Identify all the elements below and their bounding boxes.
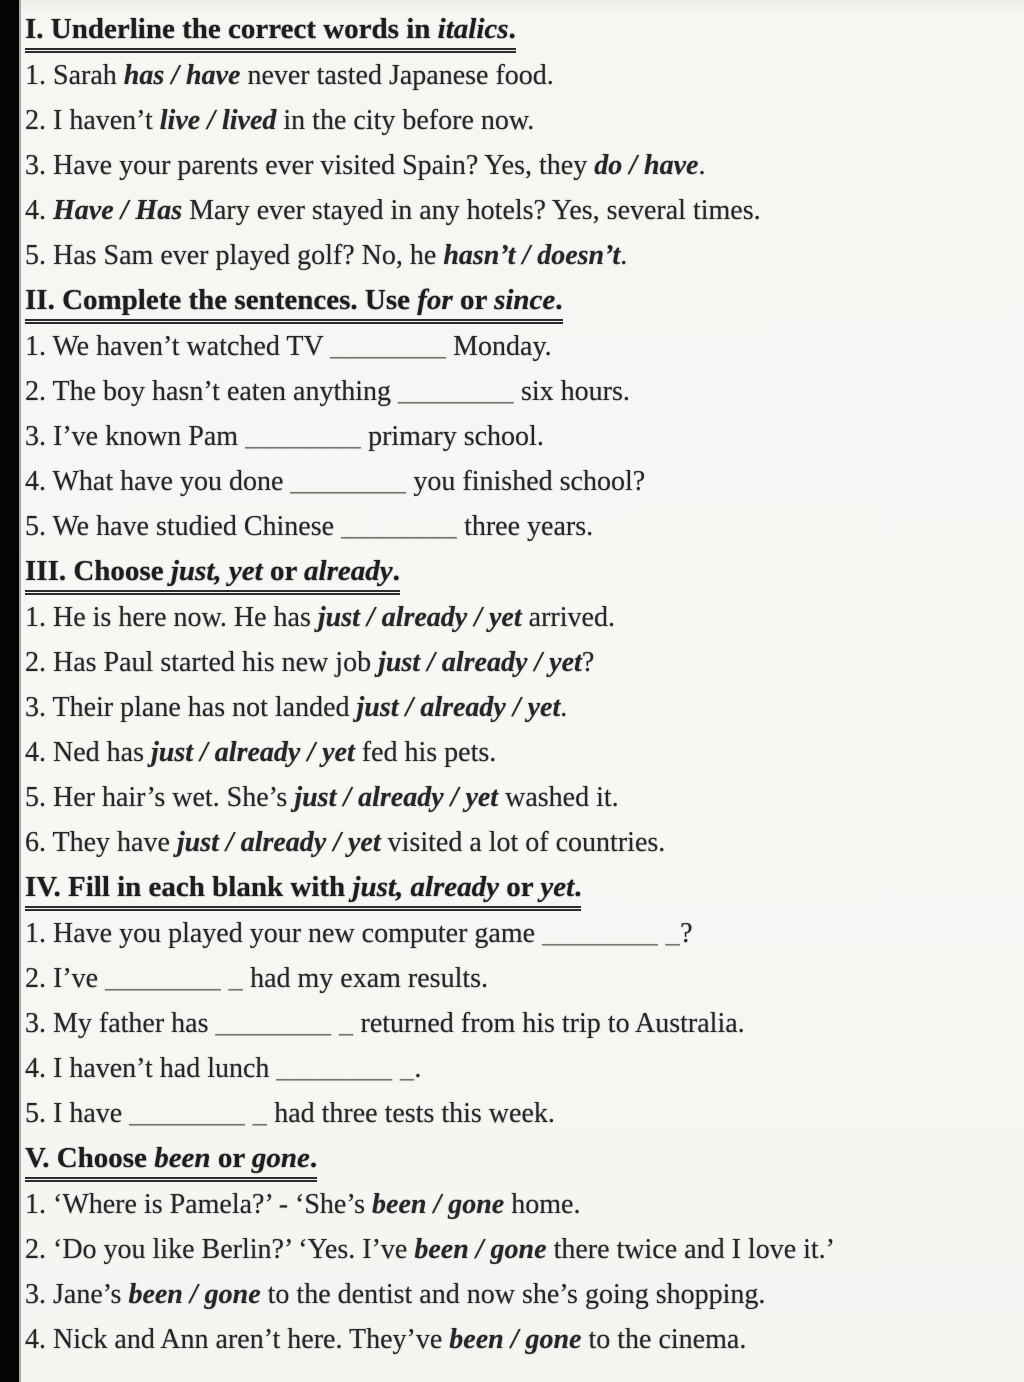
text-segment: or <box>262 555 305 587</box>
text-segment: 4. What have you done <box>25 466 291 497</box>
text-segment: 3. My father has <box>25 1008 216 1039</box>
exercise-line <box>25 956 1022 1001</box>
text-segment: 5. We have studied Chinese <box>25 511 342 542</box>
scan-edge-bar <box>0 0 21 1382</box>
exercise-line <box>25 1091 1022 1136</box>
text-segment: ? <box>680 918 693 949</box>
text-segment: 3. Have your parents ever visited Spain? Yes, they <box>25 150 595 181</box>
text-segment: 3. I’ve known Pam <box>25 421 246 452</box>
worksheet-content <box>25 7 1022 1362</box>
text-segment: to the dentist and now she’s going shopping. <box>260 1279 766 1310</box>
exercise-line <box>25 1272 1022 1317</box>
text-segment: or <box>210 1142 252 1174</box>
exercise-line <box>25 775 1022 820</box>
exercise-line <box>25 53 1022 98</box>
blank-field: ________ _ <box>105 963 244 994</box>
section-heading <box>25 1140 317 1182</box>
text-segment: home. <box>504 1189 581 1220</box>
text-segment: just / already / yet <box>150 737 355 768</box>
exercise-line <box>25 233 1022 278</box>
text-segment: I. Underline the correct words in <box>25 13 438 45</box>
text-segment: or <box>499 871 541 903</box>
exercise-line <box>25 730 1022 775</box>
text-segment: III. Choose <box>25 555 171 587</box>
text-segment: 4. Ned has <box>25 737 151 768</box>
text-segment: for <box>417 284 453 316</box>
text-segment: six hours. <box>514 376 630 407</box>
text-segment: IV. Fill in each blank with <box>25 871 353 903</box>
text-segment: fed his pets. <box>354 737 497 768</box>
exercise-line <box>25 1317 1022 1362</box>
section-heading <box>25 11 516 53</box>
exercise-line <box>25 324 1022 369</box>
text-segment: II. Complete the sentences. Use <box>25 284 418 316</box>
exercise-line <box>25 1227 1022 1272</box>
section-heading <box>25 869 581 911</box>
exercise-line <box>25 143 1022 188</box>
section-heading <box>25 282 563 324</box>
exercise-line <box>25 1182 1022 1227</box>
text-segment: been / gone <box>128 1279 261 1310</box>
text-segment: or <box>452 284 495 316</box>
exercise-line <box>25 504 1022 549</box>
text-segment: since <box>494 284 556 316</box>
text-segment: visited a lot of countries. <box>380 827 666 858</box>
text-segment: . <box>309 1142 318 1174</box>
section-heading-row <box>25 865 1022 911</box>
text-segment: three years. <box>457 511 594 542</box>
text-segment: yet <box>540 871 575 903</box>
text-segment: been / gone <box>449 1324 582 1355</box>
text-segment: already <box>304 555 393 587</box>
blank-field: ________ _ <box>129 1098 268 1129</box>
text-segment: . <box>555 284 563 316</box>
text-segment: in the city before now. <box>276 105 535 136</box>
text-segment: . <box>392 555 400 587</box>
text-segment: returned from his trip to Australia. <box>353 1008 745 1039</box>
text-segment: 2. ‘Do you like Berlin?’ ‘Yes. I’ve <box>25 1234 415 1265</box>
text-segment: 1. ‘Where is Pamela?’ - ‘She’s <box>25 1189 373 1220</box>
section-heading-row <box>25 549 1022 595</box>
exercise-line <box>25 188 1022 233</box>
exercise-line <box>25 640 1022 685</box>
text-segment: 1. Have you played your new computer game <box>25 918 543 949</box>
text-segment: 4. I haven’t had lunch <box>25 1053 277 1084</box>
text-segment: just / already / yet <box>378 647 582 678</box>
text-segment: had three tests this week. <box>267 1098 555 1129</box>
text-segment: primary school. <box>361 421 544 452</box>
text-segment: italics <box>437 13 509 45</box>
text-segment: gone <box>251 1142 310 1174</box>
text-segment: . <box>574 871 582 903</box>
exercise-line <box>25 459 1022 504</box>
blank-field: ________ <box>330 331 447 362</box>
text-segment: there twice and I love it.’ <box>546 1234 835 1265</box>
text-segment: 2. Has Paul started his new job <box>25 647 379 678</box>
text-segment: 6. They have <box>25 827 177 858</box>
section-heading-row <box>25 7 1022 53</box>
section-heading-row <box>25 1136 1022 1182</box>
blank-field: ________ _ <box>276 1053 415 1084</box>
text-segment: just / already / yet <box>317 602 522 633</box>
text-segment: . <box>698 150 706 181</box>
exercise-line <box>25 414 1022 459</box>
text-segment: washed it. <box>498 782 619 813</box>
text-segment: 5. I have <box>25 1098 130 1129</box>
text-segment: just, already <box>352 871 500 903</box>
text-segment: . <box>620 240 628 271</box>
text-segment: 3. Their plane has not landed <box>25 692 357 723</box>
blank-field: ________ <box>290 466 407 497</box>
text-segment: . <box>508 13 516 45</box>
text-segment: live / lived <box>159 105 277 136</box>
text-segment: . <box>414 1053 422 1084</box>
exercise-line <box>25 911 1022 956</box>
exercise-line <box>25 595 1022 640</box>
exercise-line <box>25 1001 1022 1046</box>
text-segment: 1. Sarah <box>25 60 124 91</box>
text-segment: Mary ever stayed in any hotels? Yes, several times. <box>182 195 761 226</box>
text-segment: had my exam results. <box>243 963 489 994</box>
text-segment: 5. Her hair’s wet. She’s <box>25 782 295 813</box>
text-segment: 2. I haven’t <box>25 105 160 136</box>
text-segment: never tasted Japanese food. <box>240 60 554 91</box>
text-segment: ? <box>581 647 595 678</box>
text-segment: just / already / yet <box>294 782 499 813</box>
text-segment: just / already / yet <box>176 827 381 858</box>
exercise-line <box>25 369 1022 414</box>
text-segment: 3. Jane’s <box>25 1279 129 1310</box>
exercise-line <box>25 685 1022 730</box>
exercise-line <box>25 1046 1022 1091</box>
text-segment: 2. The boy hasn’t eaten anything <box>25 376 398 407</box>
text-segment: been <box>154 1142 211 1174</box>
exercise-line <box>25 820 1022 865</box>
text-segment: just / already / yet <box>356 692 561 723</box>
blank-field: ________ _ <box>542 918 681 949</box>
text-segment: Monday. <box>446 331 552 362</box>
text-segment: V. Choose <box>25 1142 155 1174</box>
exercise-line <box>25 98 1022 143</box>
text-segment: 4. <box>25 195 53 226</box>
section-heading-row <box>25 278 1022 324</box>
text-segment: arrived. <box>521 602 615 633</box>
text-segment: 1. He is here now. He has <box>25 602 318 633</box>
text-segment: 2. I’ve <box>25 963 106 994</box>
text-segment: just, yet <box>170 555 263 587</box>
text-segment: has / have <box>123 60 241 91</box>
section-heading <box>25 553 400 595</box>
text-segment: been / gone <box>414 1234 547 1265</box>
text-segment: 1. We haven’t watched TV <box>25 331 331 362</box>
blank-field: ________ <box>245 421 362 452</box>
blank-field: ________ _ <box>215 1008 354 1039</box>
text-segment: Have / Has <box>53 195 183 226</box>
text-segment: do / have <box>594 150 699 181</box>
text-segment: 4. Nick and Ann aren’t here. They’ve <box>25 1324 450 1355</box>
blank-field: ________ <box>398 376 514 407</box>
text-segment: been / gone <box>372 1189 505 1220</box>
blank-field: ________ <box>341 511 458 542</box>
text-segment: hasn’t / doesn’t <box>443 240 621 271</box>
text-segment: to the cinema. <box>581 1324 747 1355</box>
text-segment: . <box>560 692 568 723</box>
text-segment: 5. Has Sam ever played golf? No, he <box>25 240 444 271</box>
text-segment: you finished school? <box>406 466 646 497</box>
